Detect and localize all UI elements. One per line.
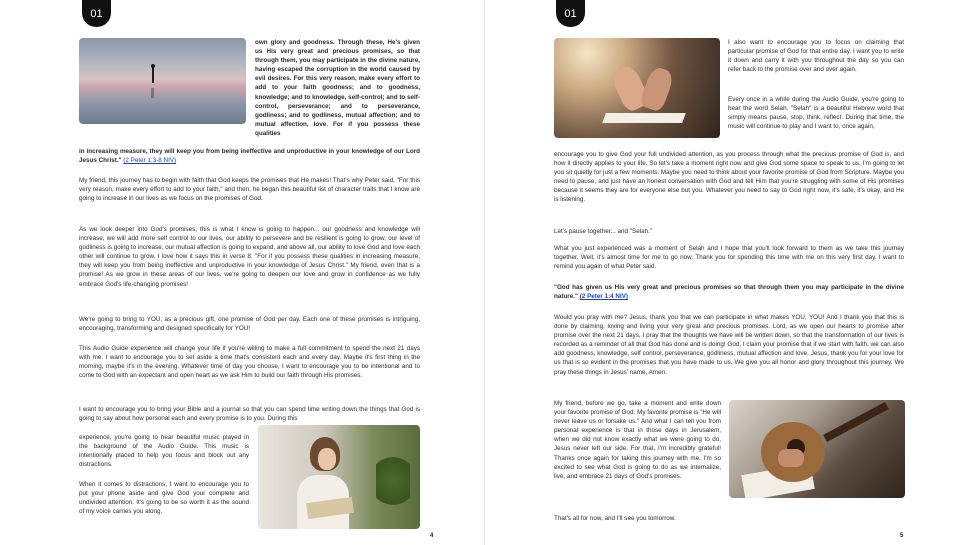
page-number: 5 xyxy=(900,533,904,539)
paragraph: Would you pray with me? Jesus, thank you that we can participate in what makes YOU, YOU! And I thank you that this is done by claiming, loving and living your very great and precious promises. Lord, as we open our hearts to promise after promise over the next 21 days, I pray that the thoughts we have will be written down, so that the transformation of our lives is recorded as a reminder of all that God has done and is doing! God, I claim your promise that if we start with faith, we can also add goodness, knowledge, self control, perseverance, godliness, mutual affection and love. Jesus, thank you for your love for us that is so evident in the promises that you have made to us. We give you all honor and glory throughout this journey. We pray these things in Jesus' name, Amen. xyxy=(554,314,904,376)
paragraph: As we look deeper into God's promises, this is what I know is going to happen... our goodness and knowledge will increase, we will add more self control to our lives, our ability to persevere and be resilient is going to grow, our level of godliness is going to increase, our mutual affection is going to expand, and above all, our ability to love God and love each other will continue to grow. I love how it says this in verse 8: "For if you possess these qualities in increasing measure, they will keep you from being ineffective and unproductive in your knowledge of Jesus Christ." My friend, even that is a promise! As we grow in these areas of our lives, we're going to deepen our love and grow in confidence as we fully embrace God's life-changing promises! xyxy=(79,226,420,288)
paragraph: What you just experienced was a moment of Selah and I hope that you'll look forward to them as we take this journey together. Well, it's almost time for me to go now. Thank you for spending this time with me on this very first day. I want to remind you again of what Peter said. xyxy=(554,245,904,271)
paragraph: My friend, before we go, take a moment and write down your favorite promise of God. My favorite promise is "He will never leave us or forsake us." And what I can tell you from personal experience is that in those days in Jerusalem, when we did not know exactly what we were going to do, Jesus never left our side. For that, I'm incredibly grateful! Thanks once again for taking this journey with me. I'm so excited to see what God is going to do as we internalize, live, and embrace 21 days of God's promises. xyxy=(554,400,721,480)
paragraph: We're going to bring to YOU, as a precious gift, one promise of God per day. Each one of these promises is intriguing, encouraging, transforming and designed specifically for YOU! xyxy=(79,316,420,333)
scripture-quote-tail: in increasing measure, they will keep you from being ineffective and unproductive in your knowledge of our Lord Jesus Christ." xyxy=(79,148,420,165)
paragraph: This Audio Guide experience will change your life if you're willing to make a full commitment to spend the next 21 days with me. I want to encourage you to set aside a time that's consistent each and every day. Maybe it's first thing in the morning, maybe it's in the evening. Whatever time of day you choose, I want to encourage you to be intentional and to come to God with an expectant and open heart as we ask Him to build our faith through His promises. xyxy=(79,345,420,380)
chapter-badge: 01 xyxy=(556,0,585,27)
guitar-player-image xyxy=(729,400,905,498)
scripture-quote-end xyxy=(79,147,420,165)
paragraph: That's all for now, and I'll see you tomorrow. xyxy=(554,515,676,522)
paragraph: I also want to encourage you to focus on claiming that particular promise of God for that entire day. I want you to write it down and carry it with you throughout the day so you can refer back to the promise over and over again. xyxy=(728,39,904,74)
page-number: 4 xyxy=(430,533,434,539)
scripture-quote-top: own glory and goodness. Through these, He's given us His very great and precious promises, so that through them, you may participate in the divine nature, having escaped the corruption in the world caused by evil desires. For this very reason, make every effort to add to your faith goodness; and to goodness, knowledge; and to knowledge, self-control; and to self-control, perseverance; and to perseverance, godliness; and to godliness, mutual affection; and to mutual affection, love. For if you possess these qualities xyxy=(255,39,420,137)
prayer-verse xyxy=(554,283,904,301)
verse-text: "God has given us His very great and precious promises so that through them you may participate in the divine nature." xyxy=(554,284,904,301)
paragraph: Let's pause together... and "Selah." xyxy=(554,228,653,235)
paragraph: experience, you're going to hear beautiful music played in the background of the Audio Guide. This music is intentionally placed to help you focus and block out any distractions. xyxy=(79,434,249,469)
scripture-ref-link[interactable]: (2 Peter 1:4 NIV) xyxy=(579,293,629,301)
right-page xyxy=(485,0,969,545)
chapter-badge: 01 xyxy=(82,0,111,27)
paragraph: encourage you to give God your full undivided attention, as you process through what the precious promise of God is, and how it directly applies to your life. So let's take a moment right now and give God some space to speak to us. I'm going to let you sit quietly for just a few moments. Maybe you need to think about your favorite promise of God from Scripture. Maybe you need to pause, and just have an honest conversation with God and tell Him that you're struggling with some of His promises because it seems they are for everyone else but you. Whatever you need to say to God right now, it's safe, it's okay, and He is listening. xyxy=(554,151,904,204)
scripture-ref-link[interactable]: (2 Peter 1:3-8 NIV) xyxy=(123,157,177,165)
left-page xyxy=(0,0,484,545)
paragraph: Every once in a while during the Audio Guide, you're going to hear the word Selah. "Selah" is a beautiful Hebrew word that simply means pause, stop, think, reflect. During that time, the music will continue to play and I want to, once again, xyxy=(728,96,904,131)
praying-hands-image xyxy=(554,38,720,138)
paragraph: I want to encourage you to bring your Bible and a journal so that you can spend time writing down the things that God is going to say about how personal each and every promise is to you. During this xyxy=(79,406,420,423)
paragraph: When it comes to distractions, I want to encourage you to put your phone aside and give God your complete and undivided attention. It's going to be so worth it as the sound of my voice carries you along. xyxy=(79,481,249,516)
lake-horizon-image xyxy=(79,38,246,124)
paragraph: My friend, this journey has to begin with faith that God keeps the promises that He makes! That's why Peter said, "For this very reason, make every effort to add to your faith," and then, he began this beautiful list of character traits that I know are going to increase in our lives as we focus on the promises of God. xyxy=(79,177,420,203)
woman-reading-image xyxy=(258,425,420,529)
